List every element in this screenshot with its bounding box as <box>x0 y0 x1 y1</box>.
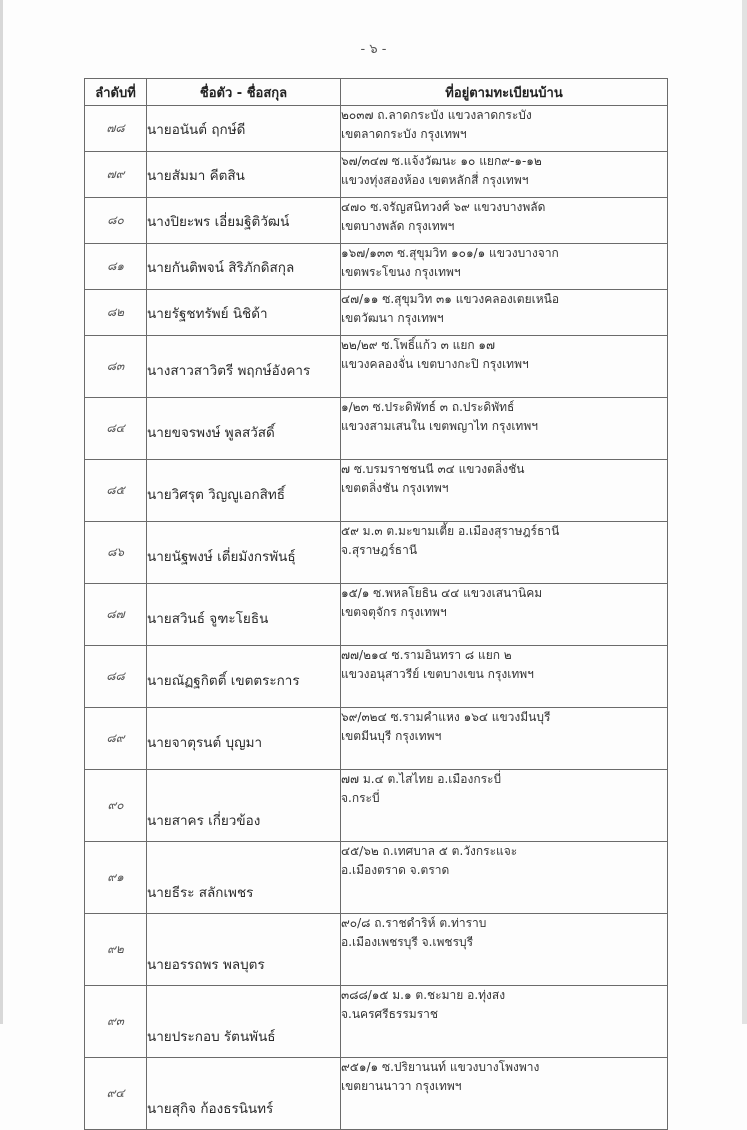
registered-address <box>341 198 668 244</box>
person-name: นายณัฏฐกิตติ์ เขตตระการ <box>147 646 341 708</box>
header-address: ที่อยู่ตามทะเบียนบ้าน <box>341 79 668 106</box>
row-number: ๘๗ <box>85 584 147 646</box>
address-line-1: ๖๙/๓๒๔ ซ.รามคำแหง ๑๖๔ แขวงมีนบุรี <box>341 710 551 724</box>
address-line-1: ๓๘๘/๑๕ ม.๑ ต.ชะมาย อ.ทุ่งสง <box>341 988 506 1002</box>
address-line-2: เขตมีนบุรี กรุงเทพฯ <box>341 729 442 743</box>
row-number: ๘๖ <box>85 522 147 584</box>
registered-address <box>341 842 668 914</box>
table-row <box>85 1058 668 1130</box>
header-no: ลำดับที่ <box>85 79 147 106</box>
address-line-1: ๗๗ ม.๔ ต.ไสไทย อ.เมืองกระบี่ <box>341 772 502 786</box>
page-edge-left <box>0 0 3 1024</box>
table-body <box>85 106 668 1130</box>
table-row <box>85 708 668 770</box>
person-name: นายจาตุรนต์ บุญมา <box>147 708 341 770</box>
registered-address <box>341 986 668 1058</box>
address-line-2: เขตวัฒนา กรุงเทพฯ <box>341 311 444 325</box>
registered-address <box>341 290 668 336</box>
address-line-2: อ.เมืองเพชรบุรี จ.เพชรบุรี <box>341 935 474 949</box>
address-line-2: เขตบางพลัด กรุงเทพฯ <box>341 219 455 233</box>
address-line-2: จ.นครศรีธรรมราช <box>341 1007 439 1021</box>
address-line-2: แขวงสามเสนใน เขตพญาไท กรุงเทพฯ <box>341 419 538 433</box>
address-line-1: ๕๙ ม.๓ ต.มะขามเตี้ย อ.เมืองสุราษฎร์ธานี <box>341 524 560 538</box>
registered-address <box>341 646 668 708</box>
row-number: ๗๘ <box>85 106 147 152</box>
person-name: นายธีระ สลักเพชร <box>147 842 341 914</box>
row-number: ๘๒ <box>85 290 147 336</box>
address-line-1: ๒๐๓๗ ถ.ลาดกระบัง แขวงลาดกระบัง <box>341 108 532 122</box>
table-row <box>85 986 668 1058</box>
row-number: ๘๔ <box>85 398 147 460</box>
row-number: ๙๒ <box>85 914 147 986</box>
header-name: ชื่อตัว - ชื่อสกุล <box>147 79 341 106</box>
address-line-2: แขวงอนุสาวรีย์ เขตบางเขน กรุงเทพฯ <box>341 667 534 681</box>
row-number: ๘๓ <box>85 336 147 398</box>
address-line-1: ๔๕/๖๒ ถ.เทศบาล ๕ ต.วังกระแจะ <box>341 844 518 858</box>
person-name: นายรัฐชทรัพย์ นิชิด้า <box>147 290 341 336</box>
registered-address <box>341 398 668 460</box>
address-line-1: ๔๗/๑๑ ซ.สุขุมวิท ๓๑ แขวงคลองเตยเหนือ <box>341 292 560 306</box>
table-row <box>85 522 668 584</box>
registered-address <box>341 460 668 522</box>
person-name: นายอรรถพร พลบุตร <box>147 914 341 986</box>
row-number: ๙๑ <box>85 842 147 914</box>
person-name: นางสาวสาวิตรี พฤกษ์อังคาร <box>147 336 341 398</box>
person-name: นายสุกิจ ก้องธรนินทร์ <box>147 1058 341 1130</box>
address-line-1: ๙๕๑/๑ ซ.ปริยานนท์ แขวงบางโพงพาง <box>341 1060 540 1074</box>
address-line-1: ๑๕/๑ ซ.พหลโยธิน ๔๔ แขวงเสนานิคม <box>341 586 543 600</box>
person-name: นายขจรพงษ์ พูลสวัสดิ์ <box>147 398 341 460</box>
address-line-1: ๑/๒๓ ซ.ประดิพัทธ์ ๓ ถ.ประดิพัทธ์ <box>341 400 515 414</box>
address-line-1: ๖๗/๓๔๗ ซ.แจ้งวัฒนะ ๑๐ แยก๙-๑-๑๒ <box>341 154 542 168</box>
table-row <box>85 244 668 290</box>
person-name: นายสวินธ์ จูฑะโยธิน <box>147 584 341 646</box>
address-line-2: เขตตลิ่งชัน กรุงเทพฯ <box>341 481 449 495</box>
person-name: นายประกอบ รัตนพันธ์ <box>147 986 341 1058</box>
address-line-1: ๗๗/๒๑๔ ซ.รามอินทรา ๘ แยก ๒ <box>341 648 512 662</box>
address-line-2: แขวงทุ่งสองห้อง เขตหลักสี่ กรุงเทพฯ <box>341 173 529 187</box>
table-row <box>85 842 668 914</box>
person-name: นายกันติพจน์ สิริภักดิสกุล <box>147 244 341 290</box>
page-number: - ๖ - <box>360 42 387 57</box>
registered-address <box>341 336 668 398</box>
address-line-1: ๔๗๐ ซ.จรัญสนิทวงศ์ ๖๙ แขวงบางพลัด <box>341 200 546 214</box>
person-name: นายสัมมา คีตสิน <box>147 152 341 198</box>
table-row <box>85 106 668 152</box>
table-row <box>85 398 668 460</box>
registered-address <box>341 770 668 842</box>
registered-address <box>341 244 668 290</box>
table-row <box>85 646 668 708</box>
address-line-2: เขตจตุจักร กรุงเทพฯ <box>341 605 447 619</box>
address-line-1: ๒๒/๒๙ ซ.โพธิ์แก้ว ๓ แยก ๑๗ <box>341 338 496 352</box>
table-row <box>85 290 668 336</box>
registered-address <box>341 106 668 152</box>
table-row <box>85 460 668 522</box>
address-line-1: ๗ ซ.บรมราชชนนี ๓๔ แขวงตลิ่งชัน <box>341 462 525 476</box>
registered-address <box>341 708 668 770</box>
page-edge-right <box>742 0 747 1024</box>
person-name: นางปิยะพร เอี่ยมฐิติวัฒน์ <box>147 198 341 244</box>
table-row <box>85 198 668 244</box>
registered-address <box>341 522 668 584</box>
row-number: ๘๙ <box>85 708 147 770</box>
registered-address <box>341 1058 668 1130</box>
address-line-2: เขตลาดกระบัง กรุงเทพฯ <box>341 127 467 141</box>
row-number: ๙๔ <box>85 1058 147 1130</box>
person-name: นายสาคร เกี่ยวข้อง <box>147 770 341 842</box>
row-number: ๘๘ <box>85 646 147 708</box>
row-number: ๘๑ <box>85 244 147 290</box>
address-line-2: อ.เมืองตราด จ.ตราด <box>341 863 450 877</box>
address-line-2: จ.สุราษฎร์ธานี <box>341 543 418 557</box>
registered-address <box>341 152 668 198</box>
row-number: ๙๓ <box>85 986 147 1058</box>
roster-table <box>84 78 668 1130</box>
address-line-1: ๑๖๗/๑๓๓ ซ.สุขุมวิท ๑๐๑/๑ แขวงบางจาก <box>341 246 559 260</box>
address-line-2: แขวงคลองจั่น เขตบางกะปิ กรุงเทพฯ <box>341 357 529 371</box>
table-row <box>85 770 668 842</box>
address-line-2: เขตยานนาวา กรุงเทพฯ <box>341 1079 462 1093</box>
row-number: ๘๐ <box>85 198 147 244</box>
person-name: นายอนันต์ ฤกษ์ดี <box>147 106 341 152</box>
row-number: ๗๙ <box>85 152 147 198</box>
table-row <box>85 152 668 198</box>
address-line-2: เขตพระโขนง กรุงเทพฯ <box>341 265 461 279</box>
registered-address <box>341 914 668 986</box>
table-row <box>85 914 668 986</box>
registered-address <box>341 584 668 646</box>
table-header-row <box>85 79 668 106</box>
table-row <box>85 584 668 646</box>
row-number: ๙๐ <box>85 770 147 842</box>
row-number: ๘๕ <box>85 460 147 522</box>
address-line-1: ๙๐/๘ ถ.ราชดำริห์ ต.ท่าราบ <box>341 916 487 930</box>
table-row <box>85 336 668 398</box>
address-line-2: จ.กระบี่ <box>341 791 380 805</box>
person-name: นายนัฐพงษ์ เตี่ยมังกรพันธุ์ <box>147 522 341 584</box>
person-name: นายวิศรุต วิญญูเอกสิทธิ์ <box>147 460 341 522</box>
